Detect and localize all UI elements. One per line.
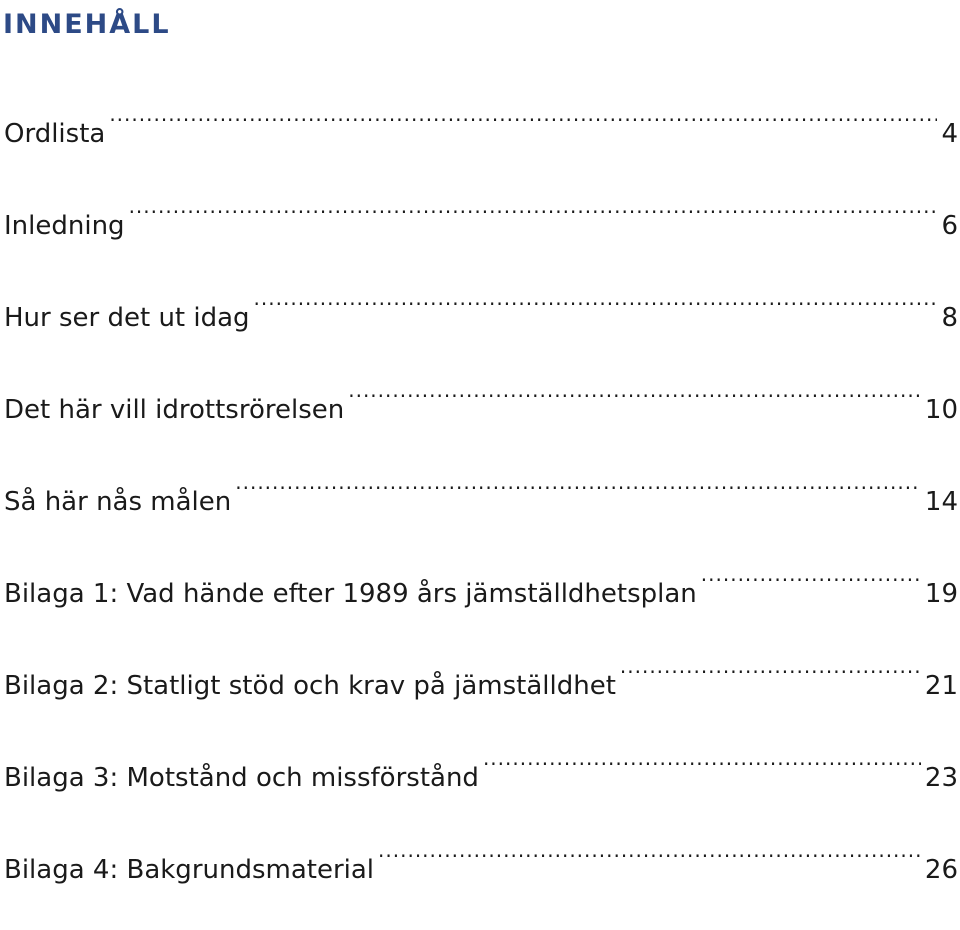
toc-entry-page: 10 [924, 395, 958, 425]
toc-entry-title: Bilaga 1: Vad hände efter 1989 års jämställdhetsplan [4, 579, 697, 609]
toc-entry-bilaga-3[interactable] [4, 746, 958, 838]
toc-entry-inledning[interactable] [4, 194, 958, 286]
dot-leader [235, 470, 921, 510]
toc-entry-bilaga-4[interactable] [4, 838, 958, 930]
toc-entry-hur-ser-det-ut-idag[interactable] [4, 286, 958, 378]
toc-entry-title: Inledning [4, 211, 125, 241]
toc-entry-title: Så här nås målen [4, 487, 232, 517]
toc-entry-page: 21 [924, 671, 958, 701]
toc-entry-det-har-vill-idrottsrorelsen[interactable] [4, 378, 958, 470]
toc-entry-sa-har-nas-malen[interactable] [4, 470, 958, 562]
toc-entry-title: Det här vill idrottsrörelsen [4, 395, 345, 425]
dot-leader [254, 286, 938, 326]
toc-entry-page: 19 [924, 579, 958, 609]
page-title: INNEHÅLL [3, 9, 171, 40]
toc-entry-bilaga-2[interactable] [4, 654, 958, 746]
dot-leader [129, 194, 938, 234]
dot-leader [701, 562, 921, 602]
toc-entry-page: 23 [924, 763, 958, 793]
toc-entry-page: 4 [941, 119, 958, 149]
dot-leader [620, 654, 921, 694]
toc-entry-title: Bilaga 2: Statligt stöd och krav på jämställdhet [4, 671, 616, 701]
toc-entry-page: 14 [924, 487, 958, 517]
toc-entry-page: 26 [924, 855, 958, 885]
dot-leader [378, 838, 921, 878]
toc-entry-page: 8 [941, 303, 958, 333]
toc-entry-title: Bilaga 4: Bakgrundsmaterial [4, 855, 375, 885]
dot-leader [109, 102, 937, 142]
dot-leader [348, 378, 921, 418]
dot-leader [483, 746, 921, 786]
toc-entry-title: Bilaga 3: Motstånd och missförstånd [4, 763, 479, 793]
toc-entry-ordlista[interactable] [4, 102, 958, 194]
toc-entry-bilaga-1[interactable] [4, 562, 958, 654]
table-of-contents [4, 102, 958, 930]
toc-entry-page: 6 [941, 211, 958, 241]
toc-entry-title: Hur ser det ut idag [4, 303, 250, 333]
toc-entry-title: Ordlista [4, 119, 106, 149]
